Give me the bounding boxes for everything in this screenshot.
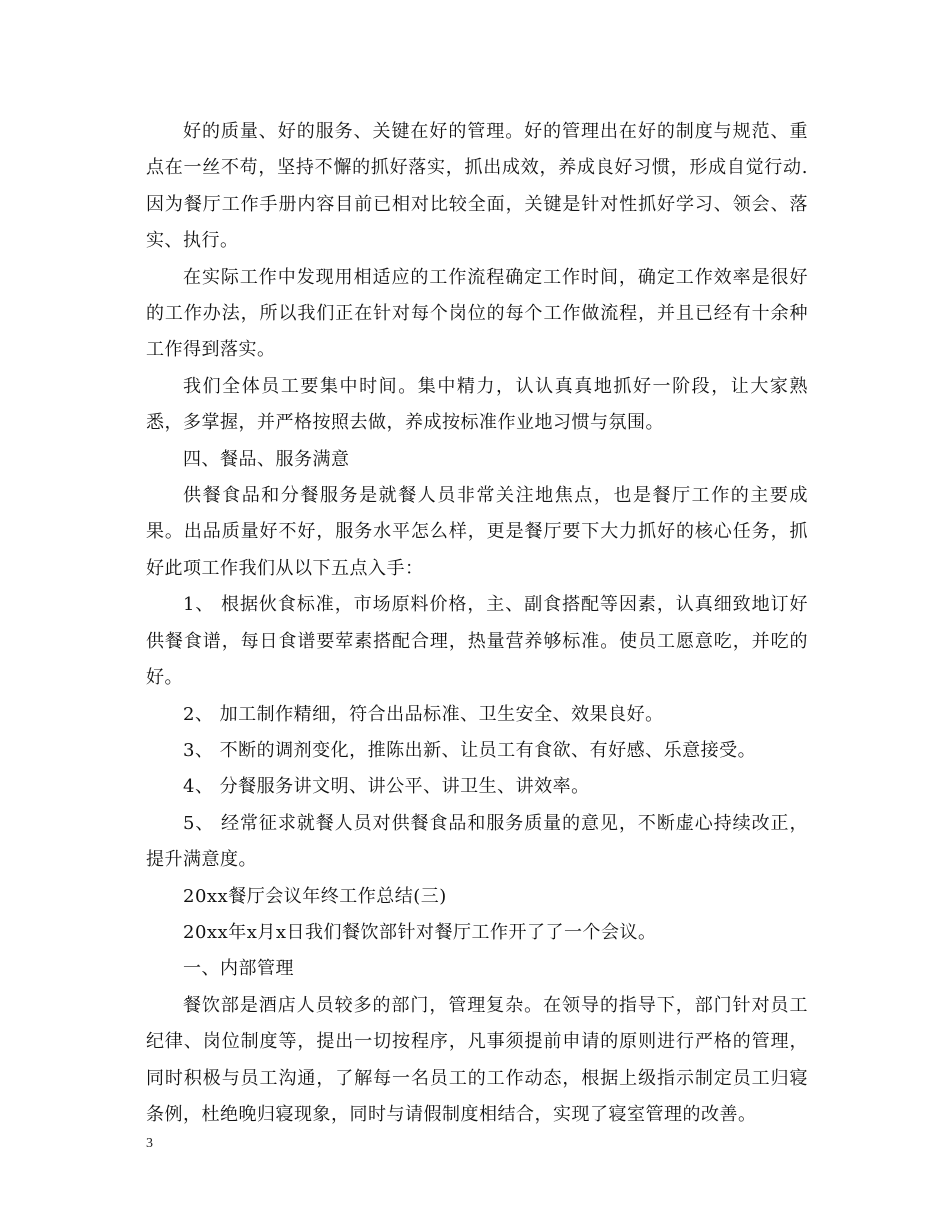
list-item-1: 1、 根据伙食标准，市场原料价格，主、副食搭配等因素，认真细致地订好供餐食谱，每日食谱要荤素搭配合理，热量营养够标准。使员工愿意吃，并吃的好。 <box>146 594 808 689</box>
paragraph-staff-focus: 我们全体员工要集中时间。集中精力，认认真真地抓好一阶段，让大家熟悉，多掌握，并严格按照去做，养成按标准作业地习惯与氛围。 <box>146 375 808 434</box>
page-number: 3 <box>146 1136 153 1151</box>
paragraph-internal-management: 餐饮部是酒店人员较多的部门，管理复杂。在领导的指导下，部门针对员工纪律、岗位制度等，提出一切按程序，凡事须提前申请的原则进行严格的管理，同时积极与员工沟通，了解每一名员工的工作动态，根据上级指示制定员工归寝条例，杜绝晚归寝现象，同时与请假制度相结合，实现了寝室管理的改善。 <box>146 994 808 1125</box>
paragraph-meeting-date: 20xx年x月x日我们餐饮部针对餐厅工作开了了一个会议。 <box>183 921 657 943</box>
section-heading-meal-service: 四、餐品、服务满意 <box>183 448 350 470</box>
list-item-5: 5、 经常征求就餐人员对供餐食品和服务质量的意见，不断虚心持续改正，提升满意度。 <box>146 812 808 871</box>
section-heading-internal-management: 一、内部管理 <box>183 958 294 980</box>
paragraph-work-process: 在实际工作中发现用相适应的工作流程确定工作时间，确定工作效率是很好的工作办法，所以我们正在针对每个岗位的每个工作做流程，并且已经有十余种工作得到落实。 <box>146 266 808 361</box>
document-body <box>146 114 808 1133</box>
section-title-summary-three: 20xx餐厅会议年终工作总结(三) <box>183 885 447 907</box>
list-item-4: 4、 分餐服务讲文明、讲公平、讲卫生、讲效率。 <box>183 776 590 798</box>
list-item-2: 2、 加工制作精细，符合出品标准、卫生安全、效果良好。 <box>183 703 664 725</box>
paragraph-meal-service-intro: 供餐食品和分餐服务是就餐人员非常关注地焦点，也是餐厅工作的主要成果。出品质量好不好，服务水平怎么样，更是餐厅要下大力抓好的核心任务，抓好此项工作我们从以下五点入手： <box>146 485 808 579</box>
paragraph-management-quality: 好的质量、好的服务、关键在好的管理。好的管理出在好的制度与规范、重点在一丝不苟，坚持不懈的抓好落实，抓出成效，养成良好习惯，形成自觉行动.因为餐厅工作手册内容目前已相对比较全面，关键是针对性抓好学习、领会、落实、执行。 <box>146 121 808 252</box>
list-item-3: 3、 不断的调剂变化，推陈出新、让员工有食欲、有好感、乐意接受。 <box>183 739 757 761</box>
